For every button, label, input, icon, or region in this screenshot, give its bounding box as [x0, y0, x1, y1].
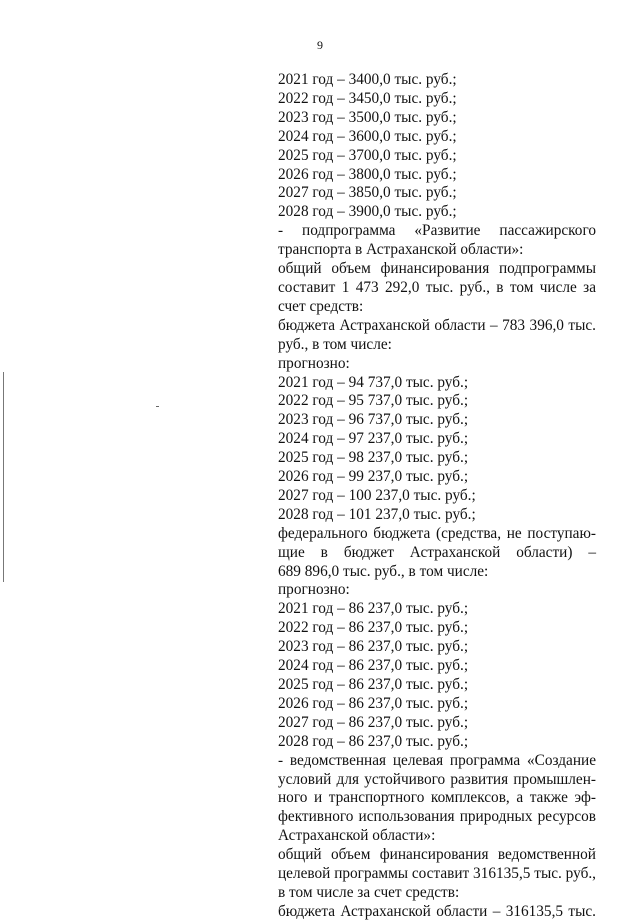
text-line: 2025 год – 86 237,0 тыс. руб.;	[278, 676, 469, 693]
text-line: 2022 год – 3450,0 тыс. руб.;	[278, 89, 457, 107]
text-line: 2028 год – 101 237,0 тыс. руб.;	[278, 505, 476, 523]
text-line: транспорта в Астраханской области»:	[278, 241, 524, 259]
text-line: прогнозно:	[278, 581, 350, 599]
document-body	[278, 71, 596, 922]
text-line: 689 896,0 тыс. руб., в том числе:	[278, 562, 489, 580]
text-line: - подпрограмма «Развитие пассажирского	[278, 222, 596, 240]
text-line: 2026 год – 86 237,0 тыс. руб.;	[278, 694, 469, 712]
text-line: - ведомственная целевая программа «Создание	[278, 751, 596, 769]
text-line: 2025 год – 3700,0 тыс. руб.;	[278, 146, 457, 164]
page-number: 9	[317, 38, 323, 52]
text-line: бюджета Астраханской области – 316135,5 тыс.	[278, 902, 596, 920]
text-line: 2028 год – 3900,0 тыс. руб.;	[278, 203, 457, 221]
text-line: Астраханской области»:	[278, 827, 436, 845]
text-line: в том числе за счет средств:	[278, 883, 460, 901]
text-line: фективного использования природных ресурсов	[278, 808, 596, 826]
text-line: 2028 год – 86 237,0 тыс. руб.;	[278, 732, 469, 750]
text-line: общий объем финансирования ведомственной	[278, 846, 596, 864]
text-line: федерального бюджета (средства, не поступаю-	[278, 524, 596, 542]
text-line: 2023 год – 96 737,0 тыс. руб.;	[278, 411, 469, 429]
text-line: 2026 год – 99 237,0 тыс. руб.;	[278, 468, 469, 486]
text-line: 2025 год – 98 237,0 тыс. руб.;	[278, 449, 469, 467]
text-line: щие в бюджет Астраханской области) –	[278, 543, 596, 561]
text-line: бюджета Астраханской области – 783 396,0 тыс.	[278, 316, 596, 334]
text-line: 2027 год – 86 237,0 тыс. руб.;	[278, 713, 469, 731]
text-line: 2021 год – 3400,0 тыс. руб.;	[278, 71, 457, 88]
text-line: 2024 год – 97 237,0 тыс. руб.;	[278, 430, 469, 448]
scan-dot	[156, 406, 159, 407]
text-line: руб., в том числе:	[278, 335, 392, 353]
margin-scan-mark	[3, 372, 4, 582]
text-line: 2023 год – 3500,0 тыс. руб.;	[278, 108, 457, 126]
text-line: прогнозно:	[278, 354, 350, 372]
text-line: целевой программы составит 316135,5 тыс. руб.,	[278, 865, 596, 883]
text-line: 2023 год – 86 237,0 тыс. руб.;	[278, 638, 469, 656]
text-line: 2021 год – 86 237,0 тыс. руб.;	[278, 600, 469, 618]
text-line: условий для устойчивого развития промышлен-	[278, 770, 596, 788]
text-line: 2024 год – 86 237,0 тыс. руб.;	[278, 657, 469, 675]
text-line: составит 1 473 292,0 тыс. руб., в том числе за	[278, 278, 596, 296]
text-line: 2026 год – 3800,0 тыс. руб.;	[278, 165, 457, 183]
text-line: общий объем финансирования подпрограммы	[278, 260, 596, 278]
text-line: 2021 год – 94 737,0 тыс. руб.;	[278, 373, 469, 391]
text-line: 2022 год – 86 237,0 тыс. руб.;	[278, 619, 469, 637]
text-line: счет средств:	[278, 297, 364, 315]
text-line: 2027 год – 3850,0 тыс. руб.;	[278, 184, 457, 202]
text-line: ного и транспортного комплексов, а также эф-	[278, 789, 596, 807]
text-line: 2022 год – 95 737,0 тыс. руб.;	[278, 392, 469, 410]
text-line: 2024 год – 3600,0 тыс. руб.;	[278, 127, 457, 145]
text-line: 2027 год – 100 237,0 тыс. руб.;	[278, 486, 476, 504]
